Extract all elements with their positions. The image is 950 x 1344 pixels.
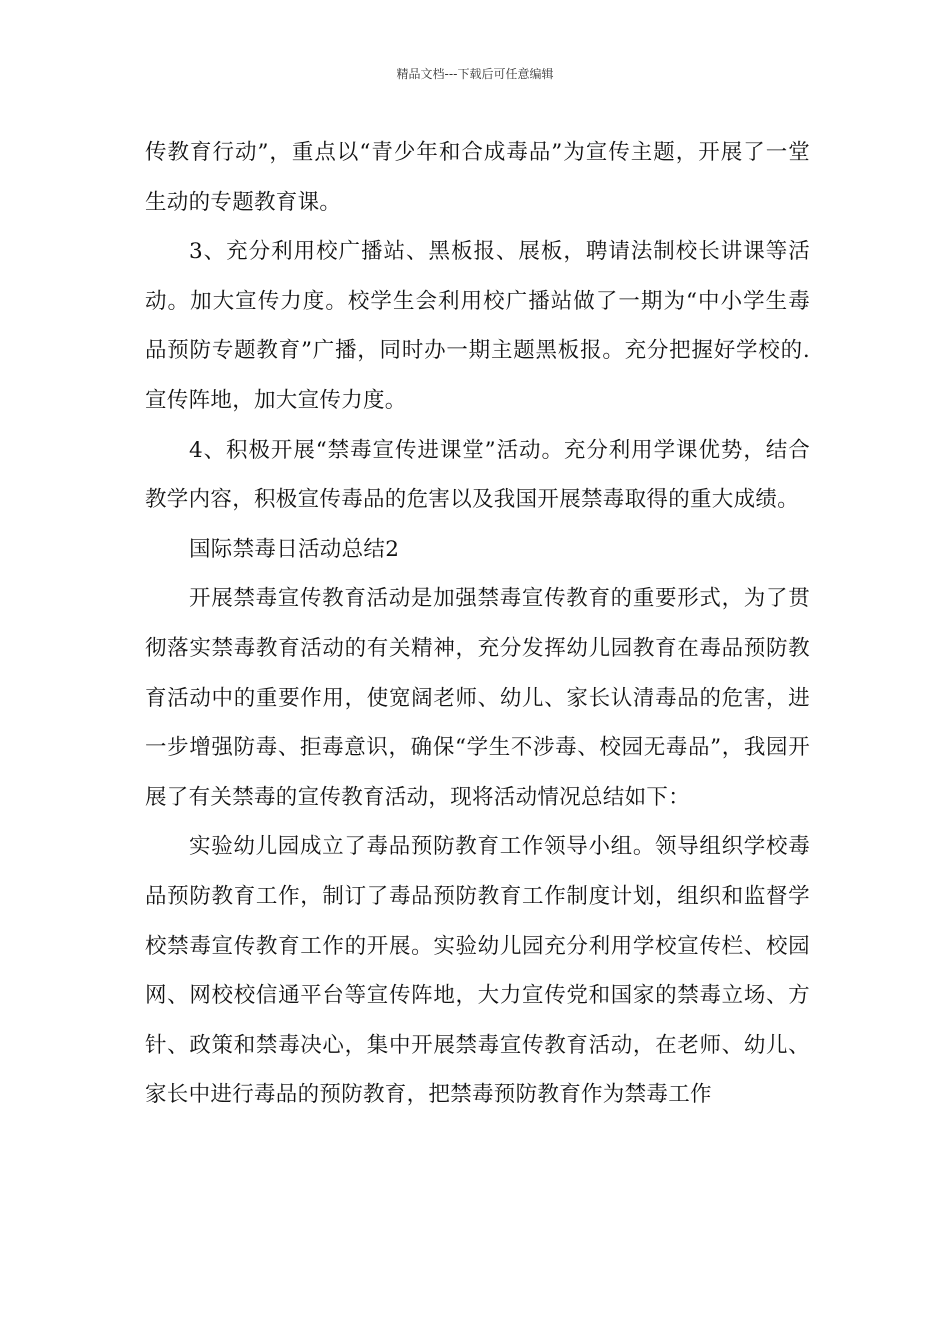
paragraph-continuation: 传教育行动”，重点以“青少年和合成毒品”为宣传主题，开展了一堂生动的专题教育课。	[145, 140, 810, 215]
section-heading: 国际禁毒日活动总结2	[189, 536, 400, 562]
page-header: 精品文档---下载后可任意编辑	[396, 67, 554, 81]
paragraph-item-4: 4、积极开展“禁毒宣传进课堂”活动。充分利用学课优势，结合教学内容，积极宣传毒品的危害以及我国开展禁毒取得的重大成绩。	[145, 437, 810, 513]
paragraph-leadership: 实验幼儿园成立了毒品预防教育工作领导小组。领导组织学校毒品预防教育工作，制订了毒品预防教育工作制度计划，组织和监督学校禁毒宣传教育工作的开展。实验幼儿园充分利用学校宣传栏、校园网、网校校信通平台等宣传阵地，大力宣传党和国家的禁毒立场、方针、政策和禁毒决心，集中开展禁毒宣传教育活动，在老师、幼儿、家长中进行毒品的预防教育，把禁毒预防教育作为禁毒工作	[145, 834, 810, 1108]
paragraph-item-3: 3、充分利用校广播站、黑板报、展板，聘请法制校长讲课等活动。加大宣传力度。校学生会利用校广播站做了一期为“中小学生毒品预防专题教育”广播，同时办一期主题黑板报。充分把握好学校的.宣传阵地，加大宣传力度。	[145, 239, 810, 413]
paragraph-intro: 开展禁毒宣传教育活动是加强禁毒宣传教育的重要形式，为了贯彻落实禁毒教育活动的有关精神，充分发挥幼儿园教育在毒品预防教育活动中的重要作用，使宽阔老师、幼儿、家长认清毒品的危害，进一步增强防毒、拒毒意识，确保“学生不涉毒、校园无毒品”，我园开展了有关禁毒的宣传教育活动，现将活动情况总结如下：	[145, 586, 810, 810]
document-body	[145, 128, 810, 1120]
